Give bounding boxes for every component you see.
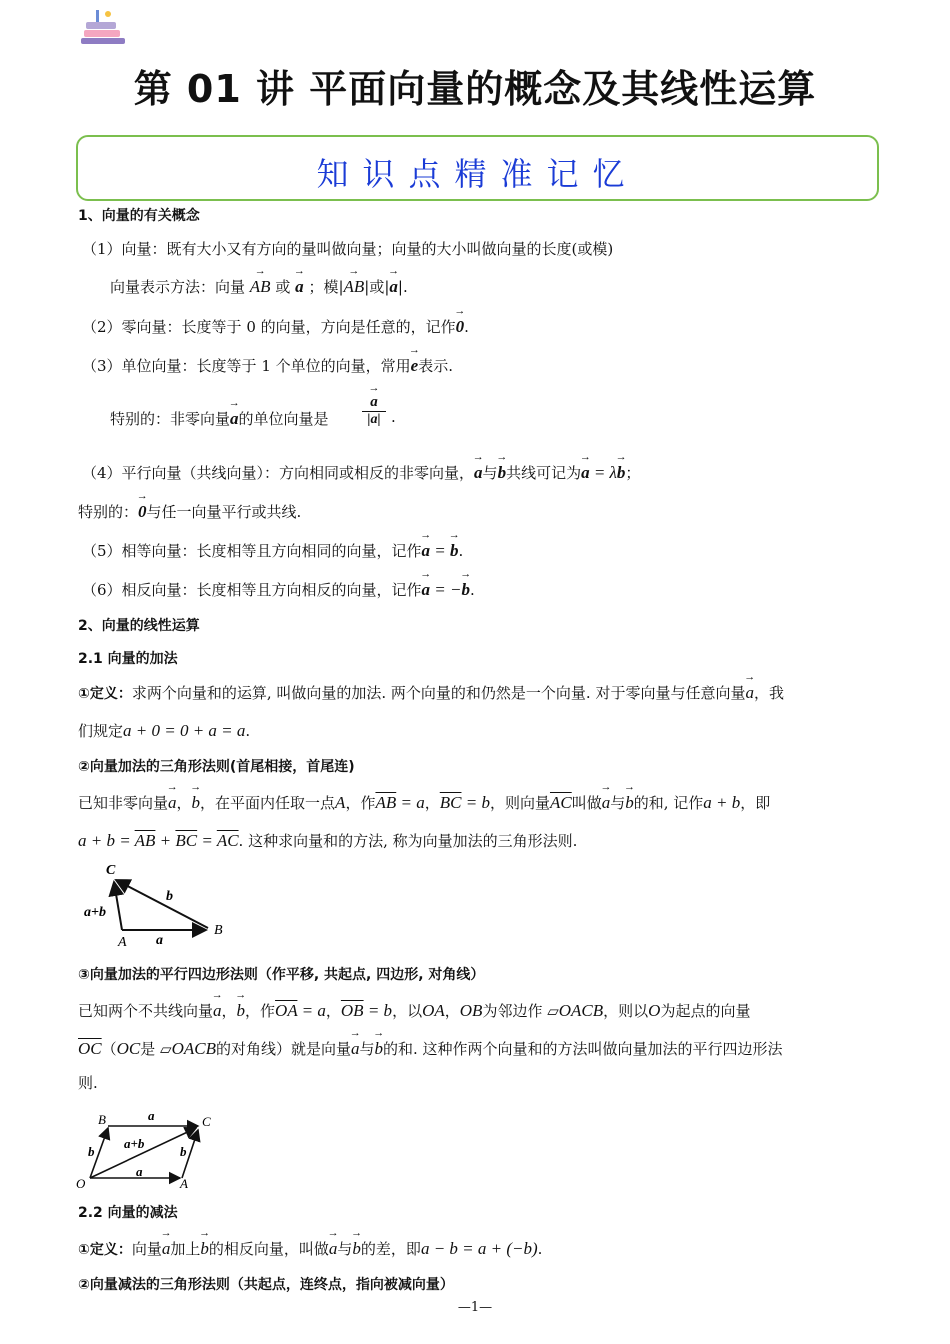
line-parallelogram-2: $\overline{OC}(OC$是 ▱OACB的对角线）就是向量→ a与→ b的和. 这种作两个向量和的方法叫做向量加法的平行四边形法 bbox=[78, 1038, 783, 1059]
line-triangle-rule-2: $a + b = \overline{AB} + \overline{BC} = \overline{AC}$. 这种求向量和的方法, 称为向量加法的三角形法则. bbox=[78, 831, 578, 850]
label-bottom-a: a bbox=[136, 1164, 143, 1179]
page-number: —1— bbox=[457, 1300, 493, 1315]
line-parallel-vector: （4）平行向量（共线向量）：方向相同或相反的非零向量，→ a与→ b共线可记为→ a = λ→ b； bbox=[82, 462, 640, 483]
line-addition-rule: 们规定a + 0 = 0 + a = a. bbox=[78, 721, 251, 740]
line-vector-def: （1）向量：既有大小又有方向的量叫做向量；向量的大小叫做向量的长度(或模) bbox=[82, 240, 614, 258]
section-heading-2: 2、向量的线性运算 bbox=[78, 618, 200, 634]
label-a: a bbox=[156, 933, 163, 948]
label-A: A bbox=[118, 935, 127, 950]
line-subtraction-def: ①定义：向量→ a加上→ b的相反向量，叫做→ a与→ b的差，即a − b = a + (−b). bbox=[78, 1238, 542, 1259]
subsection-subtraction: 2.2 向量的减法 bbox=[78, 1205, 178, 1221]
label-B: B bbox=[98, 1112, 106, 1127]
label-b: b bbox=[166, 889, 173, 904]
line-parallelogram-3: 则. bbox=[78, 1074, 98, 1092]
label-right-b: b bbox=[180, 1144, 187, 1159]
label-C: C bbox=[202, 1114, 211, 1129]
line-vector-notation: 向量表示方法：向量 → AB 或 → a ；模|→ AB|或|→ a|. bbox=[110, 276, 408, 297]
line-triangle-rule-1: 已知非零向量→ a，→ b，在平面内任取一点A，作$\overline{AB} = a$，$\overline{BC} = b$，则向量$\overline{AC}$叫做→ a与→ b的和, 记作a + b，即 bbox=[78, 792, 770, 813]
label-left-b: b bbox=[88, 1144, 95, 1159]
section-heading-1: 1、向量的有关概念 bbox=[78, 208, 200, 224]
page-title: 第 01 讲 平面向量的概念及其线性运算 bbox=[133, 67, 817, 111]
label-C: C bbox=[106, 863, 116, 878]
triangle-rule-figure bbox=[78, 858, 238, 950]
label-top-a: a bbox=[148, 1108, 155, 1123]
vector-ab: → AB bbox=[250, 277, 271, 297]
parallelogram-rule-figure bbox=[74, 1108, 224, 1192]
unit-fraction: → a |a| bbox=[362, 392, 386, 428]
line-zero-parallel: 特别的：→ 0与任一向量平行或共线. bbox=[78, 501, 301, 522]
line-unit-vector: （3）单位向量：长度等于 1 个单位的向量，常用→ e表示. bbox=[82, 355, 453, 376]
line-parallelogram-1: 已知两个不共线向量→ a，→ b，作$\overline{OA} = a$，$\overline{OB} = b$，以OA，OB为邻边作 ▱OACB，则以O为起点的向量 bbox=[78, 1000, 750, 1021]
book-stack-logo bbox=[78, 8, 128, 50]
label-a-plus-b: a+b bbox=[84, 905, 106, 920]
section-banner bbox=[76, 135, 879, 201]
parallelogram-rule-heading: ③向量加法的平行四边形法则（作平移, 共起点, 四边形, 对角线） bbox=[78, 967, 485, 983]
line-zero-vector: （2）零向量：长度等于 0 的向量，方向是任意的，记作→ 0. bbox=[82, 316, 469, 337]
label-A: A bbox=[180, 1176, 188, 1191]
line-equal-vector: （5）相等向量：长度相等且方向相同的向量，记作→ a = → b. bbox=[82, 540, 463, 561]
label-O: O bbox=[76, 1176, 86, 1191]
line-opposite-vector: （6）相反向量：长度相等且方向相反的向量，记作→ a = −→ b. bbox=[82, 579, 475, 600]
label-B: B bbox=[214, 923, 223, 938]
line-unit-special: 特别的：非零向量→ a的单位向量是 bbox=[110, 408, 329, 429]
vector-a: → a bbox=[295, 277, 304, 297]
subsection-addition: 2.1 向量的加法 bbox=[78, 651, 178, 667]
banner-text: 知识点精准记忆 bbox=[316, 155, 639, 193]
subtraction-triangle-heading: ②向量减法的三角形法则（共起点，连终点，指向被减向量） bbox=[78, 1277, 454, 1293]
label-a-plus-b: a+b bbox=[124, 1136, 145, 1151]
line-addition-def: ①定义：求两个向量和的运算, 叫做向量的加法. 两个向量的和仍然是一个向量. 对于零向量与任意向量→ a，我 bbox=[78, 682, 784, 703]
triangle-rule-heading: ②向量加法的三角形法则(首尾相接，首尾连) bbox=[78, 759, 355, 775]
